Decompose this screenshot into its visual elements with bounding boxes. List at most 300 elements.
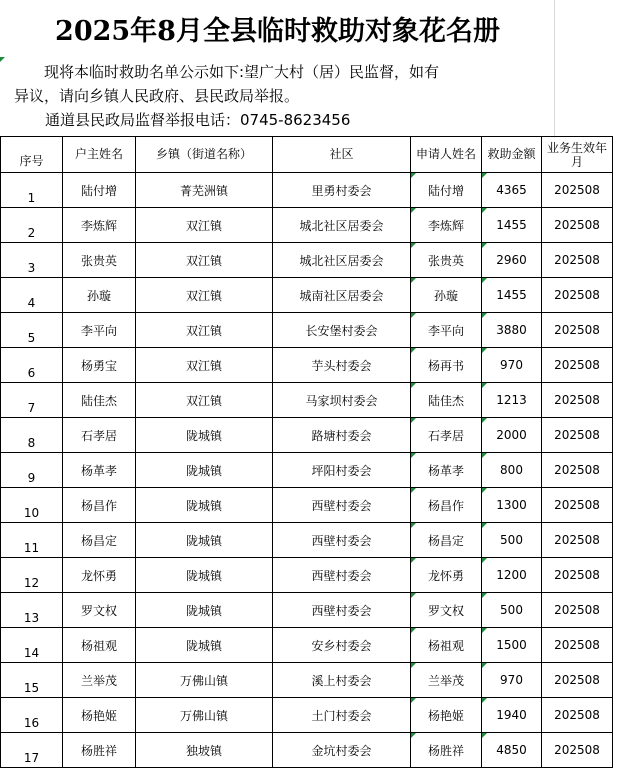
cell-applicant	[411, 628, 482, 663]
cell-flag-marker	[482, 243, 487, 248]
cell-township	[136, 453, 273, 488]
cell-effective-month-text: 202508	[554, 183, 600, 197]
cell-applicant	[411, 593, 482, 628]
cell-flag-marker	[411, 278, 416, 283]
cell-household-head-text: 杨胜祥	[80, 743, 117, 758]
cell-seq	[1, 208, 63, 243]
cell-amount	[482, 628, 542, 663]
cell-township-text: 陇城镇	[185, 568, 222, 583]
cell-community-text: 城南社区居委会	[299, 288, 384, 303]
cell-township	[136, 313, 273, 348]
cell-flag-marker	[482, 453, 487, 458]
cell-effective-month-text: 202508	[554, 253, 600, 267]
cell-applicant-text: 杨昌定	[427, 533, 464, 548]
cell-household-head-text: 杨祖观	[80, 638, 117, 653]
cell-effective-month	[542, 523, 613, 558]
cell-flag-marker	[482, 173, 487, 178]
cell-community-text: 马家坝村委会	[305, 393, 378, 408]
cell-community-text: 西壁村委会	[311, 568, 372, 583]
cell-effective-month-text: 202508	[554, 323, 600, 337]
cell-township-text: 陇城镇	[185, 463, 222, 478]
cell-township	[136, 733, 273, 768]
cell-township-text: 陇城镇	[185, 638, 222, 653]
cell-flag-marker	[411, 628, 416, 633]
cell-amount-text: 1455	[496, 218, 527, 232]
cell-flag-marker	[411, 593, 416, 598]
cell-township	[136, 173, 273, 208]
cell-applicant-text: 李平向	[427, 323, 464, 338]
cell-applicant-text: 孙璇	[433, 288, 458, 303]
cell-community	[273, 243, 411, 278]
cell-seq-text: 6	[27, 366, 36, 380]
cell-amount-text: 970	[500, 358, 523, 372]
cell-township	[136, 348, 273, 383]
cell-applicant-text: 杨再书	[427, 358, 464, 373]
cell-flag-marker	[482, 383, 487, 388]
table-row	[1, 488, 613, 523]
cell-household-head-text: 杨勇宝	[80, 358, 117, 373]
cell-amount-text: 4365	[496, 183, 527, 197]
cell-flag-marker	[482, 488, 487, 493]
cell-township	[136, 208, 273, 243]
header-seq: 序号	[1, 137, 63, 173]
cell-applicant	[411, 523, 482, 558]
table-row	[1, 243, 613, 278]
cell-flag-marker	[411, 698, 416, 703]
cell-effective-month	[542, 733, 613, 768]
cell-flag-marker	[411, 453, 416, 458]
cell-amount	[482, 558, 542, 593]
cell-applicant	[411, 418, 482, 453]
cell-township	[136, 278, 273, 313]
cell-seq-text: 16	[23, 716, 40, 730]
cell-community	[273, 418, 411, 453]
cell-effective-month	[542, 698, 613, 733]
cell-effective-month-text: 202508	[554, 673, 600, 687]
cell-amount-text: 4850	[496, 743, 527, 757]
table-row	[1, 278, 613, 313]
cell-household-head	[63, 173, 136, 208]
cell-community-text: 城北社区居委会	[299, 218, 384, 233]
cell-effective-month-text: 202508	[554, 603, 600, 617]
cell-flag-marker	[482, 663, 487, 668]
cell-seq-text: 12	[23, 576, 40, 590]
cell-seq-text: 2	[27, 226, 36, 240]
cell-amount-text: 1300	[496, 498, 527, 512]
cell-amount	[482, 243, 542, 278]
cell-flag-marker	[482, 698, 487, 703]
cell-township-text: 陇城镇	[185, 603, 222, 618]
cell-community-text: 坪阳村委会	[311, 463, 372, 478]
cell-household-head-text: 杨昌作	[80, 498, 117, 513]
cell-seq	[1, 243, 63, 278]
table-row	[1, 733, 613, 768]
cell-applicant-text: 李炼辉	[427, 218, 464, 233]
cell-amount-text: 500	[500, 533, 523, 547]
cell-community	[273, 733, 411, 768]
cell-township-text: 双江镇	[185, 253, 222, 268]
relief-roster-table	[0, 136, 613, 768]
cell-effective-month	[542, 558, 613, 593]
cell-effective-month-text: 202508	[554, 428, 600, 442]
cell-community-text: 西壁村委会	[311, 533, 372, 548]
cell-amount-text: 800	[500, 463, 523, 477]
cell-amount	[482, 593, 542, 628]
cell-seq-text: 4	[27, 296, 36, 310]
cell-amount-text: 1455	[496, 288, 527, 302]
header-community: 社区	[273, 137, 411, 173]
cell-flag-marker	[411, 558, 416, 563]
table-row	[1, 418, 613, 453]
cell-household-head-text: 张贵英	[80, 253, 117, 268]
cell-township-text: 陇城镇	[185, 498, 222, 513]
cell-amount	[482, 418, 542, 453]
cell-applicant	[411, 383, 482, 418]
cell-applicant	[411, 698, 482, 733]
cell-amount	[482, 313, 542, 348]
cell-household-head	[63, 733, 136, 768]
cell-flag-marker	[411, 243, 416, 248]
table-row	[1, 558, 613, 593]
cell-household-head-text: 兰举茂	[80, 673, 117, 688]
cell-community-text: 金坑村委会	[311, 743, 372, 758]
cell-seq-text: 14	[23, 646, 40, 660]
cell-seq	[1, 593, 63, 628]
cell-household-head	[63, 453, 136, 488]
cell-seq	[1, 278, 63, 313]
cell-flag-marker	[411, 313, 416, 318]
cell-flag-marker	[482, 558, 487, 563]
cell-township-text: 独坡镇	[185, 743, 222, 758]
cell-township	[136, 523, 273, 558]
cell-seq	[1, 173, 63, 208]
table-header-row	[1, 137, 613, 173]
cell-effective-month-text: 202508	[554, 708, 600, 722]
cell-household-head-text: 孙璇	[86, 288, 111, 303]
cell-amount	[482, 663, 542, 698]
cell-household-head-text: 李炼辉	[80, 218, 117, 233]
cell-township	[136, 663, 273, 698]
cell-township	[136, 383, 273, 418]
cell-township-text: 双江镇	[185, 393, 222, 408]
cell-amount-text: 2000	[496, 428, 527, 442]
cell-township-text: 双江镇	[185, 288, 222, 303]
cell-community	[273, 383, 411, 418]
cell-household-head	[63, 208, 136, 243]
cell-seq-text: 7	[27, 401, 36, 415]
page-title: 2025年8月全县临时救助对象花名册	[55, 15, 500, 47]
cell-effective-month-text: 202508	[554, 393, 600, 407]
table-row	[1, 453, 613, 488]
cell-applicant	[411, 453, 482, 488]
cell-household-head	[63, 593, 136, 628]
cell-community	[273, 523, 411, 558]
cell-flag-marker	[482, 593, 487, 598]
header-household-head: 户主姓名	[63, 137, 136, 173]
cell-township	[136, 698, 273, 733]
cell-seq	[1, 523, 63, 558]
cell-community	[273, 558, 411, 593]
cell-amount	[482, 278, 542, 313]
cell-seq	[1, 558, 63, 593]
cell-applicant	[411, 243, 482, 278]
cell-community	[273, 663, 411, 698]
table-row	[1, 523, 613, 558]
cell-applicant	[411, 173, 482, 208]
cell-seq-text: 10	[23, 506, 40, 520]
cell-effective-month	[542, 383, 613, 418]
cell-applicant-text: 杨革孝	[427, 463, 464, 478]
cell-community	[273, 453, 411, 488]
cell-amount	[482, 383, 542, 418]
cell-township	[136, 243, 273, 278]
cell-flag-marker	[482, 523, 487, 528]
cell-household-head-text: 陆佳杰	[80, 393, 117, 408]
cell-household-head-text: 杨昌定	[80, 533, 117, 548]
cell-applicant	[411, 278, 482, 313]
cell-township	[136, 628, 273, 663]
cell-effective-month	[542, 173, 613, 208]
cell-seq-text: 15	[23, 681, 40, 695]
cell-seq-text: 3	[27, 261, 36, 275]
header-applicant: 申请人姓名	[411, 137, 482, 173]
cell-applicant	[411, 733, 482, 768]
cell-household-head-text: 李平向	[80, 323, 117, 338]
table-row	[1, 383, 613, 418]
header-effective-month: 业务生效年月	[542, 137, 613, 173]
cell-household-head	[63, 313, 136, 348]
cell-community-text: 路塘村委会	[311, 428, 372, 443]
cell-amount-text: 1213	[496, 393, 527, 407]
cell-household-head	[63, 523, 136, 558]
cell-seq	[1, 383, 63, 418]
cell-amount	[482, 173, 542, 208]
cell-township-text: 双江镇	[185, 358, 222, 373]
cell-applicant-text: 陆佳杰	[427, 393, 464, 408]
cell-household-head	[63, 628, 136, 663]
cell-amount	[482, 208, 542, 243]
cell-flag-marker	[411, 173, 416, 178]
cell-household-head-text: 龙怀勇	[80, 568, 117, 583]
cell-applicant-text: 杨胜祥	[427, 743, 464, 758]
cell-community-text: 土门村委会	[311, 708, 372, 723]
cell-township	[136, 593, 273, 628]
cell-seq	[1, 698, 63, 733]
cell-amount-text: 500	[500, 603, 523, 617]
notice-line-2: 异议，请向乡镇人民政府、县民政局举报。	[14, 87, 300, 105]
cell-seq	[1, 488, 63, 523]
cell-community-text: 长安堡村委会	[305, 323, 378, 338]
cell-effective-month-text: 202508	[554, 568, 600, 582]
cell-township-text: 万佛山镇	[179, 673, 228, 688]
cell-applicant-text: 龙怀勇	[427, 568, 464, 583]
cell-flag-marker	[482, 628, 487, 633]
cell-seq	[1, 418, 63, 453]
cell-township	[136, 418, 273, 453]
cell-household-head	[63, 488, 136, 523]
cell-applicant	[411, 488, 482, 523]
cell-seq	[1, 348, 63, 383]
cell-seq	[1, 313, 63, 348]
cell-seq-text: 17	[23, 751, 40, 765]
cell-applicant-text: 石孝居	[427, 428, 464, 443]
cell-effective-month	[542, 628, 613, 663]
cell-flag-marker	[411, 733, 416, 738]
cell-community	[273, 593, 411, 628]
cell-applicant-text: 杨祖观	[427, 638, 464, 653]
cell-effective-month	[542, 313, 613, 348]
cell-household-head-text: 石孝居	[80, 428, 117, 443]
cell-amount-text: 3880	[496, 323, 527, 337]
cell-community-text: 里勇村委会	[311, 183, 372, 198]
cell-seq-text: 5	[27, 331, 36, 345]
cell-household-head	[63, 698, 136, 733]
cell-seq-text: 9	[27, 471, 36, 485]
cell-effective-month	[542, 278, 613, 313]
cell-applicant-text: 陆付增	[427, 183, 464, 198]
cell-seq-text: 1	[27, 191, 36, 205]
cell-amount	[482, 698, 542, 733]
cell-flag-marker	[482, 208, 487, 213]
cell-effective-month	[542, 453, 613, 488]
cell-flag-marker	[411, 488, 416, 493]
cell-amount	[482, 348, 542, 383]
cell-community	[273, 348, 411, 383]
cell-amount-text: 970	[500, 673, 523, 687]
cell-effective-month-text: 202508	[554, 498, 600, 512]
cell-seq-text: 13	[23, 611, 40, 625]
table-row	[1, 313, 613, 348]
cell-township-text: 陇城镇	[185, 533, 222, 548]
cell-community	[273, 698, 411, 733]
table-row	[1, 348, 613, 383]
table-row	[1, 208, 613, 243]
cell-flag-marker	[0, 57, 5, 62]
cell-flag-marker	[411, 383, 416, 388]
cell-township-text: 菁芜洲镇	[179, 183, 228, 198]
cell-effective-month-text: 202508	[554, 288, 600, 302]
cell-amount	[482, 733, 542, 768]
cell-household-head	[63, 278, 136, 313]
cell-household-head	[63, 558, 136, 593]
cell-household-head-text: 罗文权	[80, 603, 117, 618]
cell-household-head	[63, 348, 136, 383]
cell-flag-marker	[411, 418, 416, 423]
header-township: 乡镇（街道名称）	[136, 137, 273, 173]
cell-township-text: 双江镇	[185, 323, 222, 338]
cell-township-text: 万佛山镇	[179, 708, 228, 723]
cell-household-head	[63, 663, 136, 698]
notice-line-1: 现将本临时救助名单公示如下:望广大村（居）民监督，如有	[44, 63, 440, 81]
cell-effective-month	[542, 208, 613, 243]
table-row	[1, 173, 613, 208]
cell-effective-month	[542, 593, 613, 628]
cell-effective-month	[542, 663, 613, 698]
cell-household-head-text: 杨艳姬	[80, 708, 117, 723]
cell-amount-text: 1500	[496, 638, 527, 652]
cell-effective-month-text: 202508	[554, 533, 600, 547]
cell-community-text: 西壁村委会	[311, 498, 372, 513]
cell-flag-marker	[411, 348, 416, 353]
cell-effective-month-text: 202508	[554, 218, 600, 232]
cell-seq	[1, 733, 63, 768]
cell-seq-text: 8	[27, 436, 36, 450]
table-row	[1, 628, 613, 663]
header-amount: 救助金额	[482, 137, 542, 173]
cell-community	[273, 313, 411, 348]
cell-amount	[482, 453, 542, 488]
notice-line-3: 通道县民政局监督举报电话：0745-8623456	[45, 111, 351, 129]
cell-flag-marker	[482, 278, 487, 283]
cell-community-text: 芋头村委会	[311, 358, 372, 373]
cell-applicant	[411, 208, 482, 243]
cell-community	[273, 208, 411, 243]
cell-applicant-text: 杨艳姬	[427, 708, 464, 723]
cell-applicant	[411, 313, 482, 348]
table-row	[1, 593, 613, 628]
cell-applicant-text: 张贵英	[427, 253, 464, 268]
cell-applicant-text: 兰举茂	[427, 673, 464, 688]
cell-effective-month	[542, 348, 613, 383]
cell-household-head	[63, 243, 136, 278]
cell-flag-marker	[411, 523, 416, 528]
cell-applicant	[411, 348, 482, 383]
cell-seq-text: 11	[23, 541, 40, 555]
cell-flag-marker	[411, 208, 416, 213]
cell-flag-marker	[482, 348, 487, 353]
cell-flag-marker	[482, 733, 487, 738]
cell-effective-month	[542, 488, 613, 523]
cell-household-head-text: 杨革孝	[80, 463, 117, 478]
cell-township-text: 陇城镇	[185, 428, 222, 443]
cell-applicant	[411, 558, 482, 593]
cell-applicant-text: 杨昌作	[427, 498, 464, 513]
cell-community-text: 溪上村委会	[311, 673, 372, 688]
cell-amount-text: 1940	[496, 708, 527, 722]
cell-seq	[1, 453, 63, 488]
cell-amount-text: 2960	[496, 253, 527, 267]
cell-effective-month-text: 202508	[554, 638, 600, 652]
cell-effective-month-text: 202508	[554, 743, 600, 757]
cell-amount-text: 1200	[496, 568, 527, 582]
cell-effective-month-text: 202508	[554, 463, 600, 477]
cell-household-head	[63, 418, 136, 453]
cell-effective-month	[542, 243, 613, 278]
cell-amount	[482, 488, 542, 523]
cell-effective-month	[542, 418, 613, 453]
cell-community-text: 安乡村委会	[311, 638, 372, 653]
cell-flag-marker	[482, 313, 487, 318]
cell-applicant	[411, 663, 482, 698]
table-row	[1, 698, 613, 733]
cell-amount	[482, 523, 542, 558]
cell-seq	[1, 628, 63, 663]
cell-community	[273, 628, 411, 663]
cell-household-head	[63, 383, 136, 418]
cell-community	[273, 278, 411, 313]
cell-flag-marker	[482, 418, 487, 423]
cell-township-text: 双江镇	[185, 218, 222, 233]
cell-flag-marker	[411, 663, 416, 668]
cell-household-head-text: 陆付增	[80, 183, 117, 198]
cell-effective-month-text: 202508	[554, 358, 600, 372]
table-row	[1, 663, 613, 698]
cell-community-text: 西壁村委会	[311, 603, 372, 618]
cell-township	[136, 558, 273, 593]
cell-community-text: 城北社区居委会	[299, 253, 384, 268]
cell-seq	[1, 663, 63, 698]
cell-township	[136, 488, 273, 523]
